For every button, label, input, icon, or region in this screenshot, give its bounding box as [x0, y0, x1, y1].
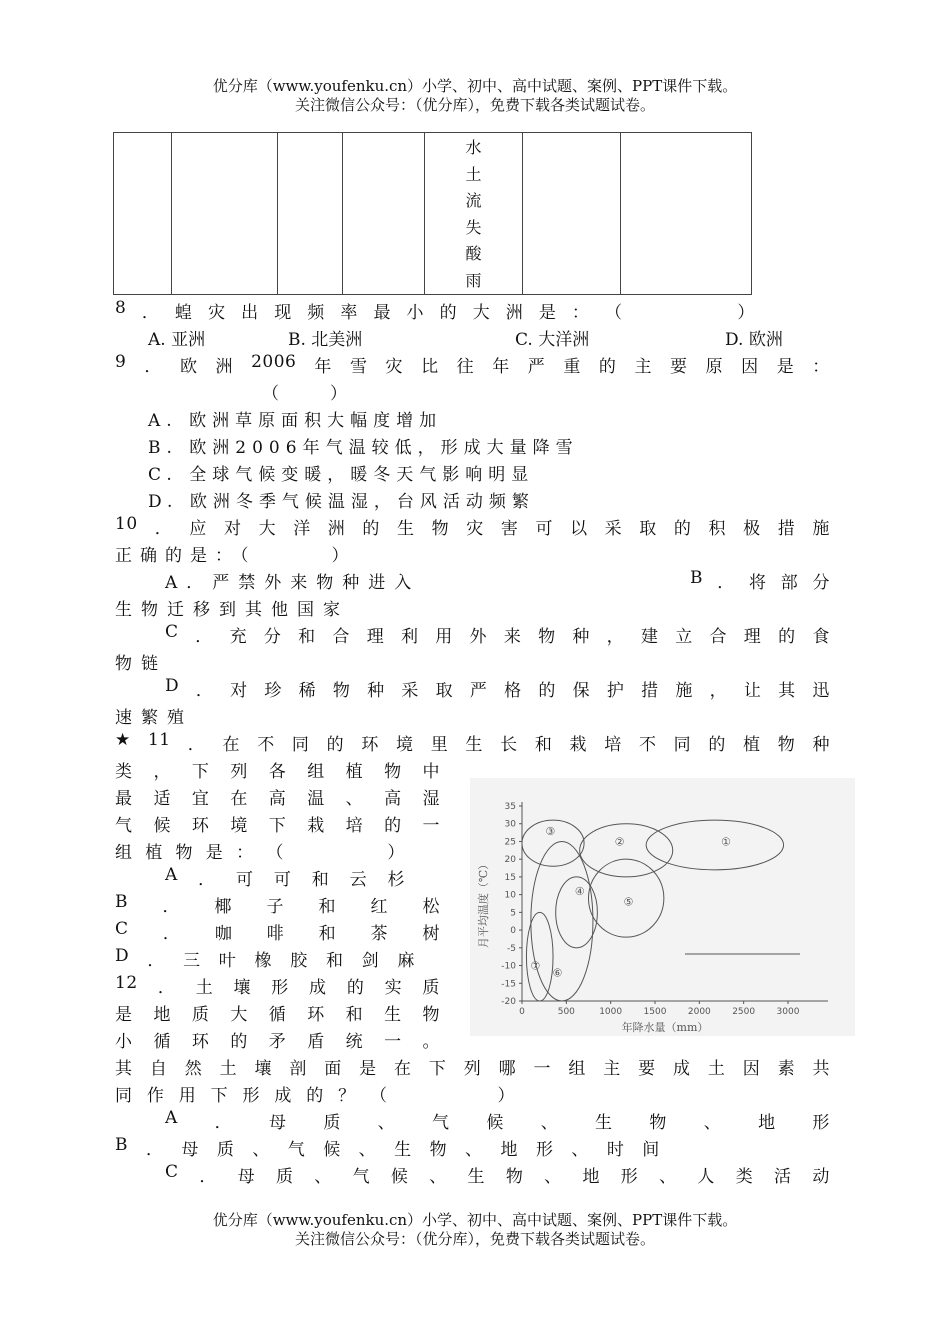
q9-answer-paren: （ ）: [262, 384, 347, 404]
cell-char: 雨: [465, 270, 482, 290]
y-tick-label: 15: [504, 872, 516, 883]
q9-stem: 9 ． 欧 洲 2006 年 雪 灾 比 往 年 严 重 的 主 要 原 因 是 ：: [115, 352, 830, 377]
y-tick-label: -20: [501, 997, 516, 1007]
header-line-1: 优分库（www.youfenku.cn）小学、初中、高中试题、案例、PPT课件下载。: [212, 77, 738, 95]
y-tick-label: 0: [510, 926, 516, 937]
q11-stem-line-5: 组 植 物 是 ： （ ）: [115, 843, 405, 863]
cell-char: 酸: [465, 244, 482, 263]
y-tick-label: 10: [504, 890, 516, 901]
q8-stem: 8 ． 蝗 灾 出 现 频 率 最 小 的 大 洲 是 ： （ ）: [115, 298, 755, 323]
q12-option-a: A ． 母 质 、 气 候 、 生 物 、 地 形: [165, 1108, 830, 1133]
q12-stem-line-5: 同 作 用 下 形 成 的 ？ （ ）: [115, 1086, 515, 1106]
x-tick-label: 1500: [643, 1007, 667, 1017]
q9-option-c: C. 全球气候变暖，暖冬天气影响明显: [148, 465, 535, 485]
q12-stem-line-2: 是 地 质 大 循 环 和 生 物: [115, 1005, 440, 1025]
q11-stem-line-3: 最 适 宜 在 高 温 、 高 湿: [115, 789, 440, 809]
table-cell: [114, 133, 172, 295]
climate-chart-svg: [470, 778, 855, 1036]
y-tick-label: 25: [504, 837, 516, 848]
cell-char: 流: [465, 191, 482, 210]
table-cell: [278, 133, 343, 295]
q10-option-a: A．严禁外来物种进入: [165, 573, 421, 593]
q9-option-d: D. 欧洲冬季气候温湿，台风活动频繁: [148, 492, 535, 512]
q8-option-b: B. 北美洲: [288, 330, 363, 350]
climate-region-label-3: ③: [545, 824, 556, 838]
climate-chart: [470, 778, 855, 1036]
y-tick-label: -5: [507, 943, 516, 954]
table-cell-vertical-text: [425, 133, 523, 295]
q12-stem-line-1: 12 ． 土 壤 形 成 的 实 质: [115, 973, 440, 998]
header-line-2: 关注微信公众号：（优分库），免费下载各类试题试卷。: [294, 96, 655, 114]
x-tick-label: 3000: [776, 1007, 800, 1017]
footer-line-2: 关注微信公众号：（优分库），免费下载各类试题试卷。: [294, 1230, 655, 1248]
q11-option-d: D ． 三 叶 橡 胶 和 剑 麻: [115, 946, 415, 971]
q11-stem-line-2: 类 ， 下 列 各 组 植 物 中: [115, 762, 440, 782]
x-axis-label: 年降水量（mm）: [621, 1021, 709, 1034]
climate-region-label-2: ②: [614, 835, 625, 849]
climate-region-label-5: ⑤: [623, 895, 634, 909]
x-tick-label: 0: [519, 1007, 525, 1017]
y-tick-label: 30: [504, 819, 516, 830]
y-axis-label: 月平均温度（℃）: [477, 858, 490, 949]
q8-option-a: A. 亚洲: [148, 330, 206, 350]
x-tick-label: 1000: [599, 1007, 623, 1017]
q8-option-c: C. 大洋洲: [515, 330, 590, 350]
cell-char: 土: [465, 164, 482, 184]
y-tick-label: 20: [504, 855, 516, 866]
table-cell: [621, 133, 752, 295]
q11-stem-line-1: ★ 11 ． 在 不 同 的 环 境 里 生 长 和 栽 培 不 同 的 植 物 种: [115, 730, 830, 755]
q11-option-a: A ． 可 可 和 云 杉: [165, 865, 405, 890]
q10-stem-line-2: 正确的是：（ ）: [115, 546, 357, 566]
y-tick-label: 35: [504, 802, 516, 812]
q12-option-c: C ． 母 质 、 气 候 、 生 物 、 地 形 、 人 类 活 动: [165, 1162, 830, 1187]
cell-char: 失: [465, 217, 482, 237]
q10-option-c-line-1: C ． 充 分 和 合 理 利 用 外 来 物 种 ， 建 立 合 理 的 食: [165, 622, 830, 647]
q12-stem-line-3: 小 循 环 的 矛 盾 统 一 。: [115, 1032, 440, 1052]
q10-option-c-line-2: 物链: [115, 654, 167, 674]
climate-region-7: [526, 912, 553, 1001]
q9-option-a: A. 欧洲草原面积大幅度增加: [148, 411, 443, 431]
x-tick-label: 2000: [687, 1007, 711, 1017]
table-cell: [343, 133, 425, 295]
table-fragment: [113, 132, 752, 295]
climate-region-1: [646, 820, 783, 870]
q11-stem-line-4: 气 候 环 境 下 栽 培 的 一: [115, 816, 440, 836]
x-tick-label: 500: [557, 1007, 575, 1017]
climate-region-2: [580, 824, 673, 877]
q11-option-c: C ． 咖 啡 和 茶 树: [115, 919, 440, 944]
x-tick-label: 2500: [732, 1007, 756, 1017]
climate-region-label-6: ⑥: [552, 966, 563, 980]
y-tick-label: 5: [510, 908, 516, 919]
table-cell: [172, 133, 278, 295]
q9-option-b: B. 欧洲2006年气温较低，形成大量降雪: [148, 438, 579, 458]
y-tick-label: -15: [501, 979, 516, 990]
climate-region-label-1: ①: [720, 835, 731, 849]
y-tick-label: -10: [501, 961, 516, 972]
cell-char: 水: [465, 138, 482, 157]
table-cell: [523, 133, 621, 295]
q11-option-b: B ． 椰 子 和 红 松: [115, 892, 440, 917]
climate-region-label-4: ④: [574, 885, 585, 899]
q10-stem-line-1: 10 ． 应 对 大 洋 洲 的 生 物 灾 害 可 以 采 取 的 积 极 措 施: [115, 514, 830, 539]
climate-region-label-7: ⑦: [530, 959, 541, 973]
q10-option-b-line-1: B ． 将 部 分: [690, 568, 830, 593]
q10-option-b-line-2: 生物迁移到其他国家: [115, 600, 349, 620]
q10-option-d-line-2: 速繁殖: [115, 708, 193, 728]
q12-option-b: B ． 母 质 、 气 候 、 生 物 、 地 形 、 时 间: [115, 1135, 660, 1160]
q12-stem-line-4: 其 自 然 土 壤 剖 面 是 在 下 列 哪 一 组 主 要 成 土 因 素 共: [115, 1059, 830, 1079]
q8-option-d: D. 欧洲: [725, 330, 783, 350]
footer-line-1: 优分库（www.youfenku.cn）小学、初中、高中试题、案例、PPT课件下载。: [212, 1211, 738, 1229]
q10-option-d-line-1: D ． 对 珍 稀 物 种 采 取 严 格 的 保 护 措 施 ， 让 其 迅: [165, 676, 830, 701]
